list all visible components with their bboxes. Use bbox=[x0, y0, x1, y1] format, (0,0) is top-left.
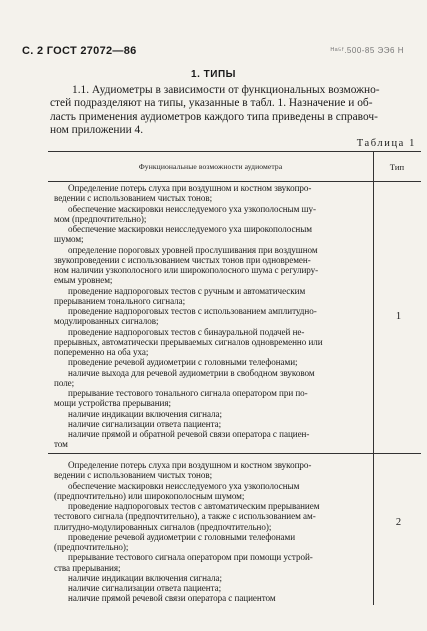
intro-line: стей подразделяют на типы, указанные в табл. 1. Назначение и об- bbox=[50, 97, 373, 110]
page-code: С. 2 ГОСТ 27072—86 bbox=[22, 45, 137, 57]
function-line: шумом; bbox=[54, 234, 84, 245]
function-line: проведение речевой аудиометрии с головными телефонами bbox=[68, 531, 296, 542]
function-line: ведении с использованием чистых тонов; bbox=[54, 470, 213, 481]
function-line: проведение надпороговых тестов с автоматическим прерыванием bbox=[68, 501, 320, 511]
intro-line: ласть применения аудиометров каждого типа приведены в справоч- bbox=[50, 110, 378, 123]
function-line: плитудно-модулированных сигналов (предпочтительно); bbox=[54, 521, 272, 532]
table-row-1-functions bbox=[54, 183, 374, 450]
table-row-2-type: 2 bbox=[395, 517, 402, 528]
function-line: поле; bbox=[54, 377, 75, 388]
function-line: наличие прямой речевой связи оператора с пациентом bbox=[68, 593, 276, 604]
function-line: определение пороговых уровней прослушивания при воздушном bbox=[68, 244, 318, 255]
table-row-1-type: 1 bbox=[395, 311, 402, 322]
function-line: попеременно на оба уха; bbox=[54, 347, 149, 357]
function-line: мом (предпочтительно); bbox=[54, 213, 147, 224]
intro-line: 1.1. Аудиометры в зависимости от функциональных возможно- bbox=[72, 84, 380, 96]
function-line: (предпочтительно) или широкополосным шумом; bbox=[54, 490, 245, 501]
function-line: мощи устройства прерывания; bbox=[54, 398, 171, 409]
function-line: наличие индикации включения сигнала; bbox=[68, 572, 222, 583]
intro-paragraph bbox=[50, 84, 412, 137]
function-line: прерывных, автоматически прерываемых сигналов одновременно или bbox=[54, 336, 323, 347]
function-line: наличие сигнализации ответа пациента; bbox=[68, 583, 222, 593]
functions-table bbox=[48, 151, 421, 605]
function-line: обеспечение маскировки неисследуемого уха узкополосным bbox=[68, 480, 300, 491]
intro-line: ном приложении 4. bbox=[50, 123, 144, 136]
archive-stamp: ᴴᵃ⁵ᶠ.500-85 ЭЭ6 Н bbox=[330, 46, 404, 55]
page-header bbox=[22, 45, 412, 59]
function-line: проведение речевой аудиометрии с головными телефонами; bbox=[68, 357, 298, 368]
section-title: 1. ТИПЫ bbox=[191, 69, 236, 80]
function-line: ном наличии узкополосного или широкополосного шума с регулиру- bbox=[54, 265, 319, 275]
function-line: том bbox=[54, 439, 68, 450]
function-line: ведении с использованием чистых тонов; bbox=[54, 193, 213, 204]
function-line: тестового сигнала (предпочтительно), а также с использованием ам- bbox=[54, 511, 316, 522]
function-line: наличие прямой и обратной речевой связи оператора с пациен- bbox=[68, 429, 310, 439]
function-line: наличие выхода для речевой аудиометрии в свободном звуковом bbox=[68, 367, 315, 378]
header-bottom-rule bbox=[48, 181, 421, 182]
function-line: обеспечение маскировки неисследуемого уха узкополосным шу- bbox=[68, 203, 316, 214]
function-line: Определение потерь слуха при воздушном и костном звукопро- bbox=[68, 183, 312, 193]
table-top-rule bbox=[48, 151, 421, 152]
function-line: прерывание тестового тонального сигнала оператором при по- bbox=[68, 388, 308, 398]
table-label: Таблица 1 bbox=[356, 138, 416, 149]
function-line: (предпочтительно); bbox=[54, 542, 129, 552]
function-line: звукопроведении с использованием чистых тонов при одновремен- bbox=[54, 254, 311, 265]
column-header-type: Тип bbox=[389, 162, 405, 172]
function-line: емым уровнем; bbox=[54, 275, 113, 286]
function-line: прерыванием тонального сигнала; bbox=[54, 295, 186, 306]
function-line: ства прерывания; bbox=[54, 562, 121, 573]
function-line: прерывание тестового сигнала оператором при помощи устрой- bbox=[68, 552, 313, 563]
function-line: обеспечение маскировки неисследуемого уха широкополосным bbox=[68, 224, 313, 234]
column-header-functions: Функциональные возможности аудиометра bbox=[138, 162, 283, 171]
row-divider-rule bbox=[48, 453, 421, 454]
function-line: наличие индикации включения сигнала; bbox=[68, 408, 222, 419]
table-row-2-functions bbox=[54, 460, 374, 604]
function-line: проведение надпороговых тестов с бинауральной подачей не- bbox=[68, 326, 305, 337]
function-line: проведение надпороговых тестов с ручным и автоматическим bbox=[68, 285, 306, 296]
function-line: проведение надпороговых тестов с использованием амплитудно- bbox=[68, 306, 317, 316]
function-line: Определение потерь слуха при воздушном и костном звукопро- bbox=[68, 460, 312, 470]
function-line: наличие сигнализации ответа пациента; bbox=[68, 418, 222, 429]
function-line: модулированных сигналов; bbox=[54, 316, 159, 327]
